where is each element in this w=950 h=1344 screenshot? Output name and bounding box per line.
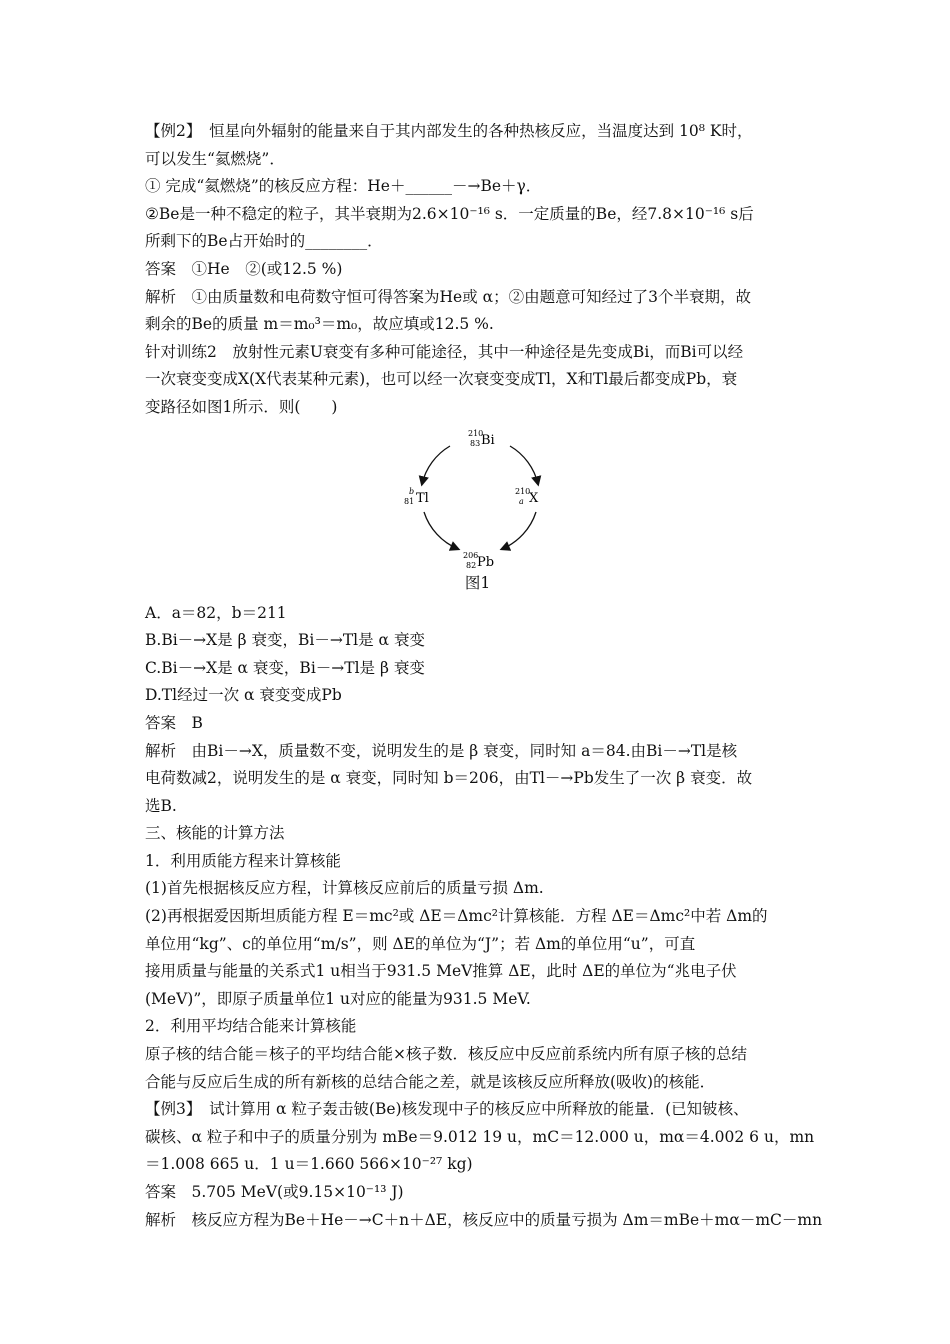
text-line: 1．利用质能方程来计算核能 xyxy=(145,851,341,870)
text-line: 解析 由Bi－→X，质量数不变，说明发生的是 β 衰变，同时知 a＝84.由Bi－→Tl是核 xyxy=(145,741,738,760)
text-line: C.Bi－→X是 α 衰变，Bi－→Tl是 β 衰变 xyxy=(145,658,425,677)
text-line: ① 完成“氦燃烧”的核反应方程：He＋______－→Be＋γ． xyxy=(145,177,542,196)
section-example-2 xyxy=(145,118,810,422)
text-line: 【例3】 试计算用 α 粒子轰击铍(Be)核发现中子的核反应中所释放的能量．(已知铍核、 xyxy=(145,1100,749,1119)
text-line: 一次衰变变成X(X代表某种元素)，也可以经一次衰变变成Tl，X和Tl最后都变成Pb，衰 xyxy=(145,370,738,389)
text-line: 解析 核反应方程为Be＋He－→C＋n＋ΔE，核反应中的质量亏损为 Δm＝mBe＋mα－mC－mn xyxy=(145,1210,823,1229)
text-line: (MeV)”，即原子质量单位1 u对应的能量为931.5 MeV. xyxy=(145,989,531,1008)
bi-symbol: Bi xyxy=(481,432,495,448)
arrow-bi-to-tl xyxy=(422,446,450,484)
text-line: 三、核能的计算方法 xyxy=(145,824,285,843)
text-line: 变路径如图1所示．则( ) xyxy=(145,397,338,416)
pb-mass: 206 xyxy=(463,550,479,560)
text-line: B.Bi－→X是 β 衰变，Bi－→Tl是 α 衰变 xyxy=(145,631,425,650)
decay-diagram xyxy=(400,422,560,572)
pb-z: 82 xyxy=(466,560,477,570)
text-line: 所剩下的Be占开始时的________． xyxy=(145,232,383,251)
text-line: 2．利用平均结合能来计算核能 xyxy=(145,1017,357,1036)
document-body xyxy=(145,118,823,1234)
x-z: a xyxy=(519,496,524,506)
x-mass: 210 xyxy=(515,486,531,496)
text-line: 可以发生“氦燃烧”． xyxy=(145,149,285,168)
text-line: ②Be是一种不稳定的粒子，其半衰期为2.6×10⁻¹⁶ s．一定质量的Be，经7.8×10⁻¹⁶ s后 xyxy=(145,204,754,223)
text-line: 选B. xyxy=(145,796,177,815)
tl-z: 81 xyxy=(404,496,415,506)
text-line: 剩余的Be的质量 m＝m₀³＝m₀，故应填或12.5 %. xyxy=(145,315,494,334)
x-symbol: X xyxy=(529,490,539,506)
text-line: 原子核的结合能＝核子的平均结合能×核子数．核反应中反应前系统内所有原子核的总结 xyxy=(145,1045,747,1064)
text-line: 电荷数减2，说明发生的是 α 衰变，同时知 b＝206，由Tl－→Pb发生了一次 β 衰变．故 xyxy=(145,769,753,788)
text-line: 答案 5.705 MeV(或9.15×10⁻¹³ J) xyxy=(145,1183,404,1201)
text-line: 【例2】 恒星向外辐射的能量来自于其内部发生的各种热核反应，当温度达到 10⁸ K时， xyxy=(145,122,753,140)
pb-symbol: Pb xyxy=(477,554,495,570)
bi-z: 83 xyxy=(470,438,481,448)
text-line: (2)再根据爱因斯坦质能方程 E＝mc²或 ΔE＝Δmc²计算核能．方程 ΔE＝Δmc²中若 Δm的 xyxy=(145,907,768,926)
decay-path-figure xyxy=(145,422,810,600)
text-line: 合能与反应后生成的所有新核的总结合能之差，就是该核反应所释放(吸收)的核能． xyxy=(145,1072,716,1091)
text-line: 针对训练2 放射性元素U衰变有多种可能途径，其中一种途径是先变成Bi，而Bi可以经 xyxy=(145,342,744,361)
text-line: 答案 ①He ②(或12.5 %) xyxy=(145,259,343,278)
tl-mass: b xyxy=(409,486,415,496)
text-line: (1)首先根据核反应方程，计算核反应前后的质量亏损 Δm. xyxy=(145,879,544,898)
figure-caption: 图1 xyxy=(464,573,491,592)
arrow-bi-to-x xyxy=(510,446,538,484)
arrow-x-to-pb xyxy=(502,512,536,549)
text-line: ＝1.008 665 u．1 u＝1.660 566×10⁻²⁷ kg) xyxy=(145,1155,473,1174)
bi-mass: 210 xyxy=(468,428,484,438)
text-line: 碳核、α 粒子和中子的质量分别为 mBe＝9.012 19 u，mC＝12.000 u，mα＝4.002 6 u，mn xyxy=(145,1127,815,1146)
text-line: 单位用“kg”、c的单位用“m/s”，则 ΔE的单位为“J”；若 Δm的单位用“u”，可直 xyxy=(145,934,696,953)
section-options-and-method xyxy=(145,600,823,1235)
arrow-tl-to-pb xyxy=(424,512,458,549)
text-line: 答案 B xyxy=(145,713,203,732)
tl-symbol: Tl xyxy=(416,490,429,506)
text-line: 解析 ①由质量数和电荷数守恒可得答案为He或 α；②由题意可知经过了3个半衰期，故 xyxy=(145,287,751,306)
text-line: D.Tl经过一次 α 衰变变成Pb xyxy=(145,686,342,705)
text-line: 接用质量与能量的关系式1 u相当于931.5 MeV推算 ΔE，此时 ΔE的单位为“兆电子伏 xyxy=(145,962,737,981)
text-line: A．a＝82，b＝211 xyxy=(145,603,287,622)
